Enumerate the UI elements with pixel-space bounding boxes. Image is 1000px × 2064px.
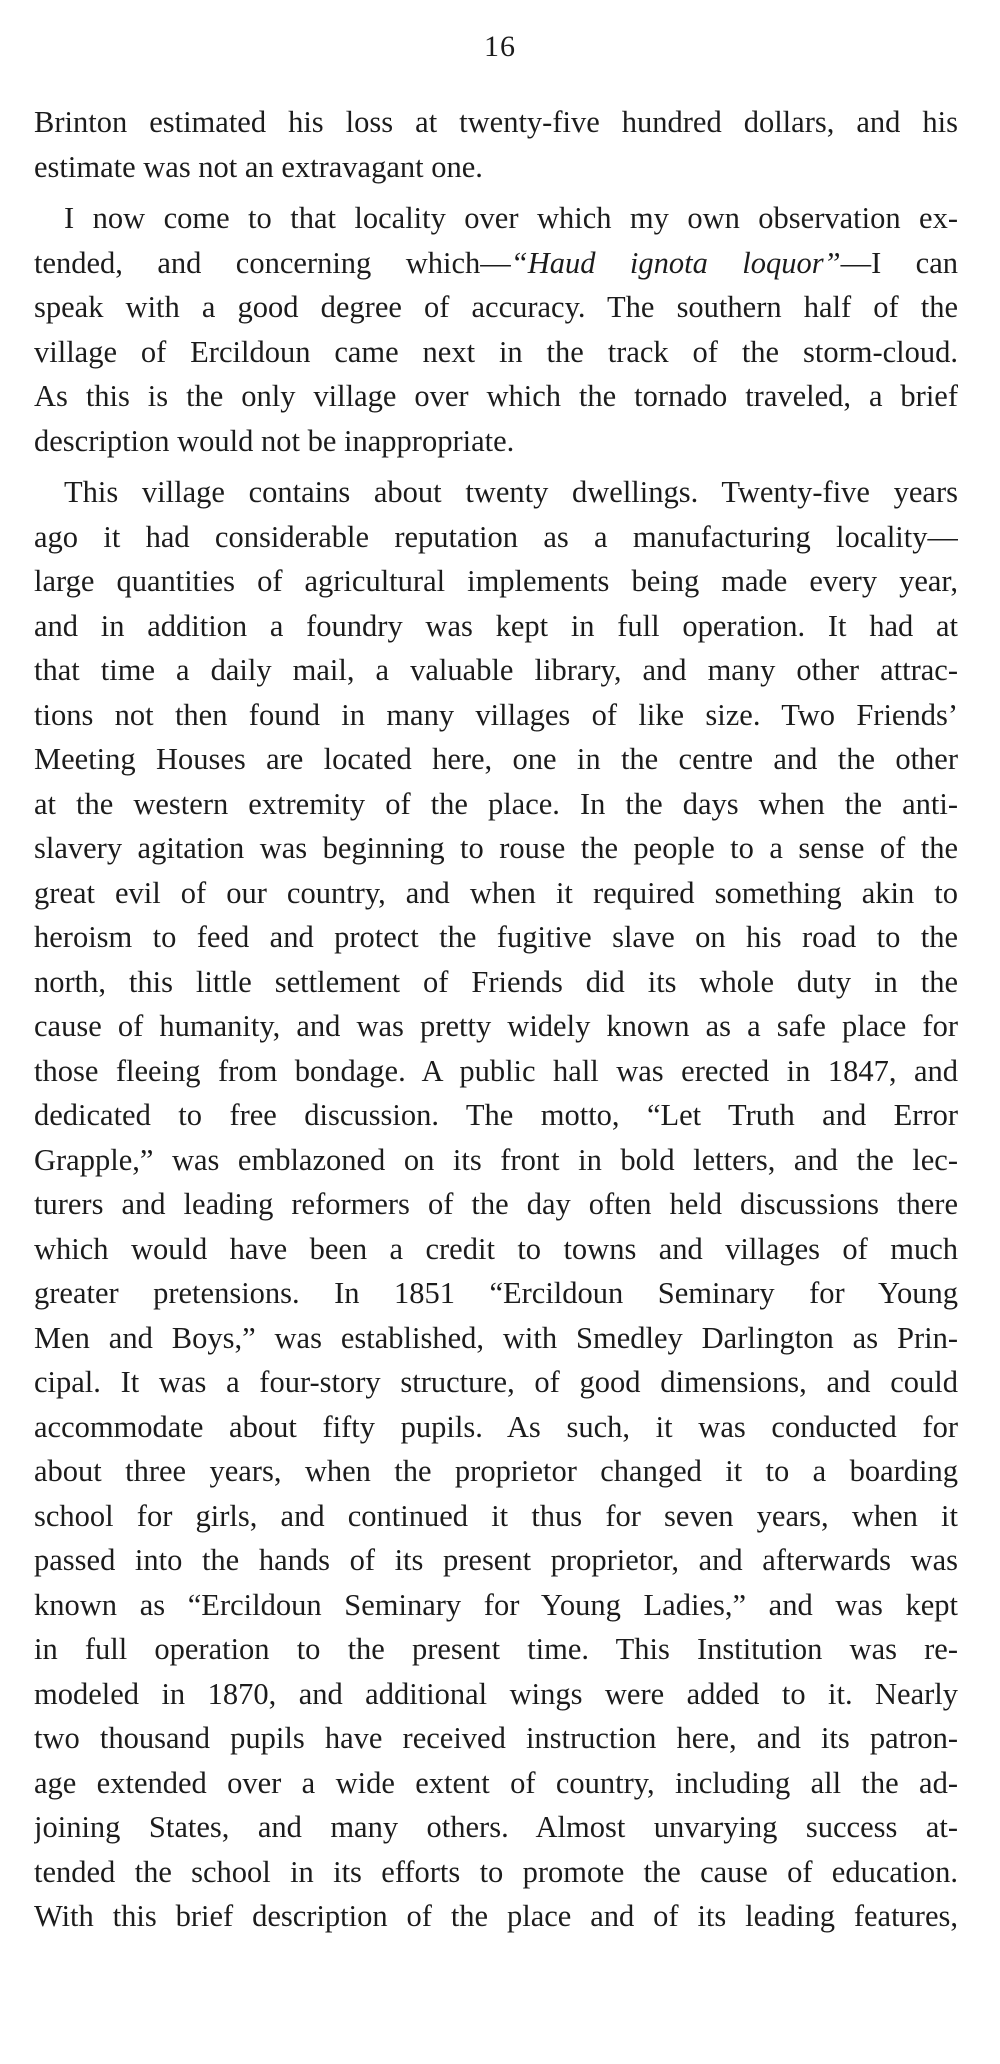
paragraph-3-line-17: turers and leading reformers of the day often held discussions there: [34, 1187, 958, 1221]
paragraph-gap: [34, 189, 958, 196]
paragraph-3-line-7: Meeting Houses are located here, one in the centre and the other: [34, 742, 958, 776]
page-number: 16: [484, 30, 516, 63]
paragraph-gap: [34, 463, 958, 470]
paragraph-2-line-4: village of Ercildoun came next in the track of the storm-cloud.: [34, 334, 958, 369]
paragraph-3-line-23: about three years, when the proprietor changed it to a boarding: [34, 1454, 958, 1488]
paragraph-2-line-5: As this is the only village over which the tornado traveled, a brief: [34, 379, 958, 413]
paragraph-2-line-6: description would not be inappropriate.: [34, 423, 515, 458]
paragraph-3-line-1: This village contains about twenty dwellings. Twenty-five years: [64, 475, 958, 509]
paragraph-3-line-25: passed into the hands of its present proprietor, and afterwards was: [34, 1543, 958, 1577]
paragraph-3-line-8: at the western extremity of the place. In the days when the anti-: [34, 786, 958, 821]
paragraph-3-line-9: slavery agitation was beginning to rouse the people to a sense of the: [34, 831, 958, 865]
paragraph-3-line-31: joining States, and many others. Almost unvarying success at-: [34, 1810, 958, 1844]
paragraph-3-line-24: school for girls, and continued it thus for seven years, when it: [34, 1498, 958, 1533]
paragraph-3-line-19: greater pretensions. In 1851 “Ercildoun Seminary for Young: [34, 1276, 958, 1310]
paragraph-3-line-18: which would have been a credit to towns and villages of much: [34, 1231, 958, 1266]
paragraph-3-line-29: two thousand pupils have received instruction here, and its patron-: [34, 1721, 958, 1755]
paragraph-3-line-26: known as “Ercildoun Seminary for Young Ladies,” and was kept: [34, 1587, 958, 1622]
paragraph-3-line-4: and in addition a foundry was kept in full operation. It had at: [34, 608, 958, 643]
paragraph-3-line-15: dedicated to free discussion. The motto, “Let Truth and Error: [34, 1098, 958, 1132]
paragraph-3-line-6: tions not then found in many villages of like size. Two Friends’: [34, 697, 958, 732]
paragraph-3-line-22: accommodate about fifty pupils. As such, it was conducted for: [34, 1409, 958, 1444]
paragraph-3-line-30: age extended over a wide extent of country, including all the ad-: [34, 1765, 958, 1800]
paragraph-3-line-12: north, this little settlement of Friends did its whole duty in the: [34, 964, 958, 999]
paragraph-3-line-28: modeled in 1870, and additional wings were added to it. Nearly: [34, 1676, 958, 1711]
paragraph-3-line-32: tended the school in its efforts to promote the cause of education.: [34, 1854, 958, 1889]
paragraph-3-line-2: ago it had considerable reputation as a manufacturing locality—: [34, 519, 958, 554]
paragraph-3-line-20: Men and Boys,” was established, with Smedley Darlington as Prin-: [34, 1320, 958, 1355]
paragraph-3-line-21: cipal. It was a four-story structure, of good dimensions, and could: [34, 1365, 958, 1399]
paragraph-2-line-2-lead: tended, and concerning which—: [34, 245, 511, 280]
paragraph-3-line-13: cause of humanity, and was pretty widely known as a safe place for: [34, 1009, 958, 1043]
paragraph-2-line-2: [34, 241, 958, 286]
paragraph-3-line-10: great evil of our country, and when it required something akin to: [34, 875, 958, 910]
paragraph-3-line-33: With this brief description of the place and of its leading features,: [34, 1899, 958, 1933]
paragraph-3-line-3: large quantities of agricultural implements being made every year,: [34, 564, 958, 598]
paragraph-3-line-11: heroism to feed and protect the fugitive slave on his road to the: [34, 920, 958, 954]
paragraph-2-line-1: I now come to that locality over which my own observation ex-: [64, 201, 958, 235]
latin-quote: “Haud ignota loquor”: [510, 245, 841, 280]
paragraph-3-line-5: that time a daily mail, a valuable library, and many other attrac-: [34, 653, 958, 687]
paragraph-3-line-16: Grapple,” was emblazoned on its front in bold letters, and the lec-: [34, 1142, 958, 1177]
paragraph-1-line-1: Brinton estimated his loss at twenty-five hundred dollars, and his: [34, 105, 958, 139]
paragraph-1-line-2: estimate was not an extravagant one.: [34, 149, 483, 184]
paragraph-3-line-27: in full operation to the present time. This Institution was re-: [34, 1632, 958, 1666]
paragraph-3-line-14: those fleeing from bondage. A public hall was erected in 1847, and: [34, 1053, 958, 1088]
paragraph-2-line-3: speak with a good degree of accuracy. The southern half of the: [34, 290, 958, 324]
body-text: [34, 100, 958, 1939]
paragraph-2-line-2-tail: —I can: [840, 245, 958, 280]
